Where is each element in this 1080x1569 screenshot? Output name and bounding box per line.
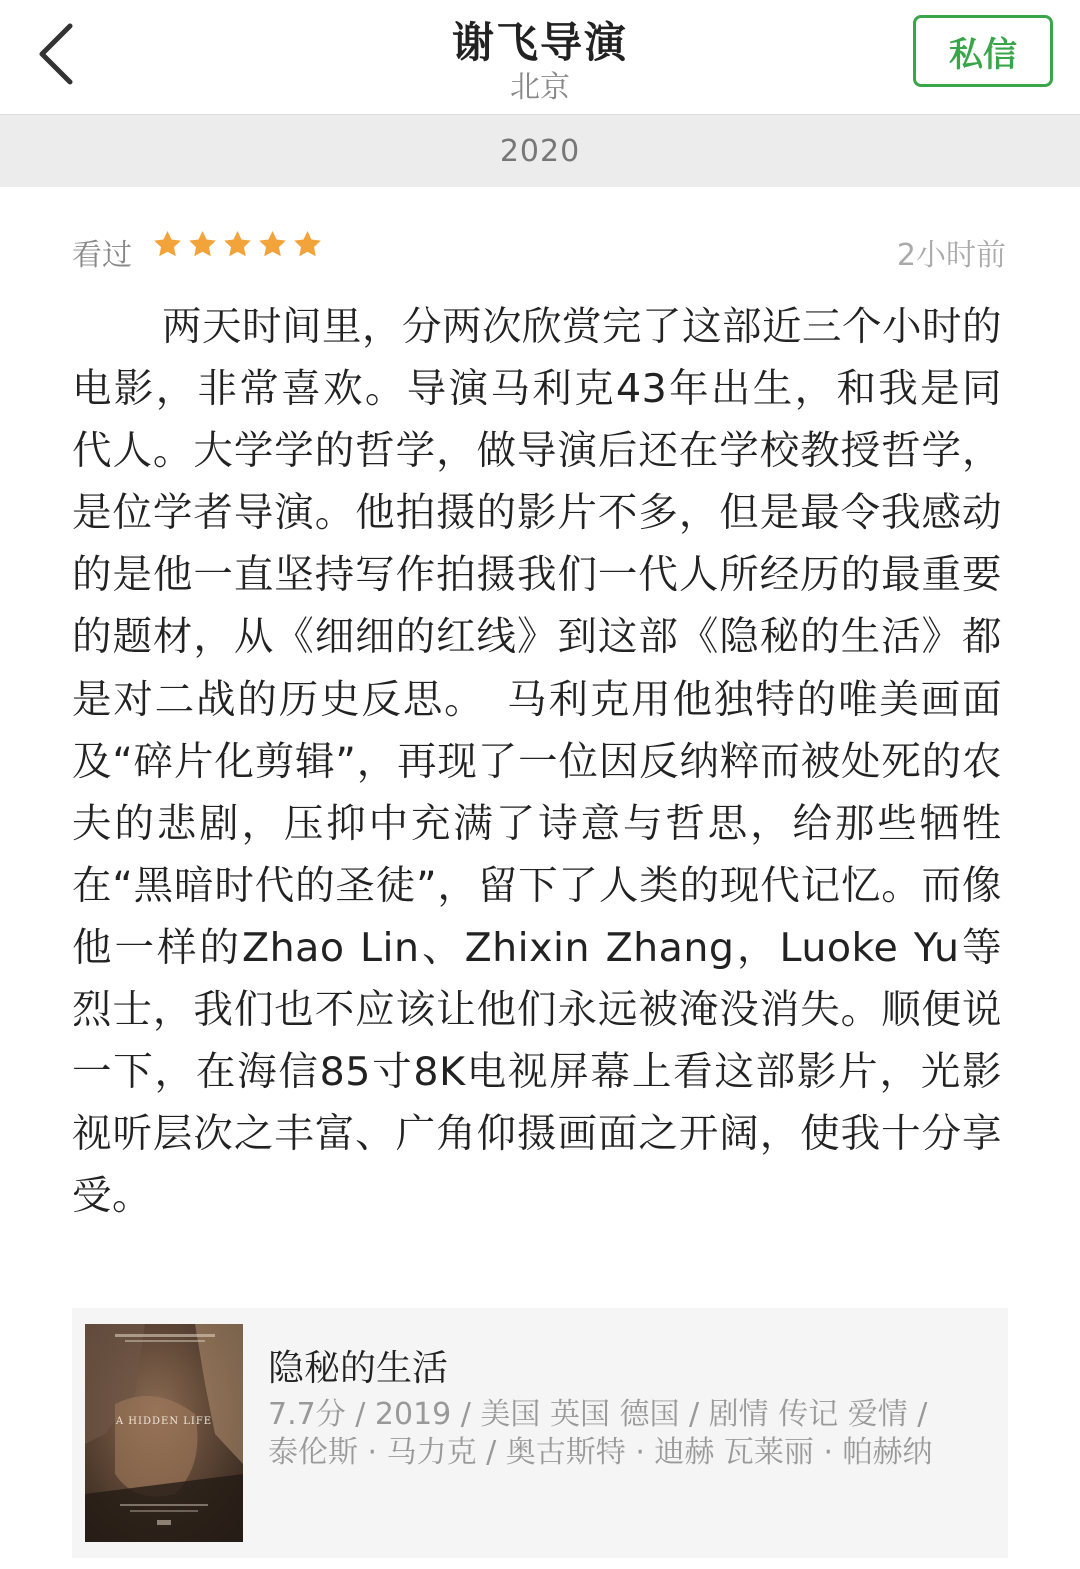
review-status-label: 看过 [72, 238, 132, 273]
review-timestamp: 2小时前 [896, 238, 1006, 273]
star-icon [292, 229, 323, 260]
year-section-header [0, 115, 1080, 187]
location-subtitle: 北京 [510, 70, 570, 105]
poster-title: A HIDDEN LIFE [115, 1416, 213, 1427]
movie-info [268, 1396, 988, 1472]
movie-title: 隐秘的生活 [268, 1348, 449, 1389]
movie-info-line: 7.7分 / 2019 / 美国 英国 德国 / 剧情 传记 爱情 / [268, 1397, 928, 1432]
movie-card[interactable] [72, 1308, 1008, 1558]
year-label: 2020 [499, 133, 581, 169]
star-rating [152, 229, 323, 260]
page-title: 谢飞导演 [451, 18, 628, 67]
star-icon [152, 229, 183, 260]
star-icon [222, 229, 253, 260]
top-nav-bar [0, 0, 1080, 115]
review-text: 两天时间里，分两次欣赏完了这部近三个小时的电影，非常喜欢。导演马利克43年出生，和我是同代人。大学学的哲学，做导演后还在学校教授哲学，是位学者导演。他拍摄的影片不多，但是最令我感动的是他一直坚持写作拍摄我们一代人所经历的最重要的题材，从《细细的红线》到这部《隐秘的生活》都是对二战的历史反思。 马利克用他独特的唯美画面及“碎片化剪辑”，再现了一位因反纳粹而被处死的农夫的悲剧，压抑中充满了诗意与哲思，给那些牺牲在“黑暗时代的圣徒”，留下了人类的现代记忆。而像他一样的Zhao Lin、Zhixin Zhang，Luoke Yu等烈士，我们也不应该让他们永远被淹没消失。顺便说一下，在海信85寸8K电视屏幕上看这部影片，光影视听层次之丰富、广角仰摄画面之开阔，使我十分享受。 [72, 304, 1002, 1220]
movie-info-line: 泰伦斯 · 马力克 / 奥古斯特 · 迪赫 瓦莱丽 · 帕赫纳 [268, 1435, 933, 1470]
star-icon [257, 229, 288, 260]
private-message-button[interactable]: 私信 [913, 15, 1053, 87]
star-icon [187, 229, 218, 260]
movie-poster [85, 1324, 243, 1542]
